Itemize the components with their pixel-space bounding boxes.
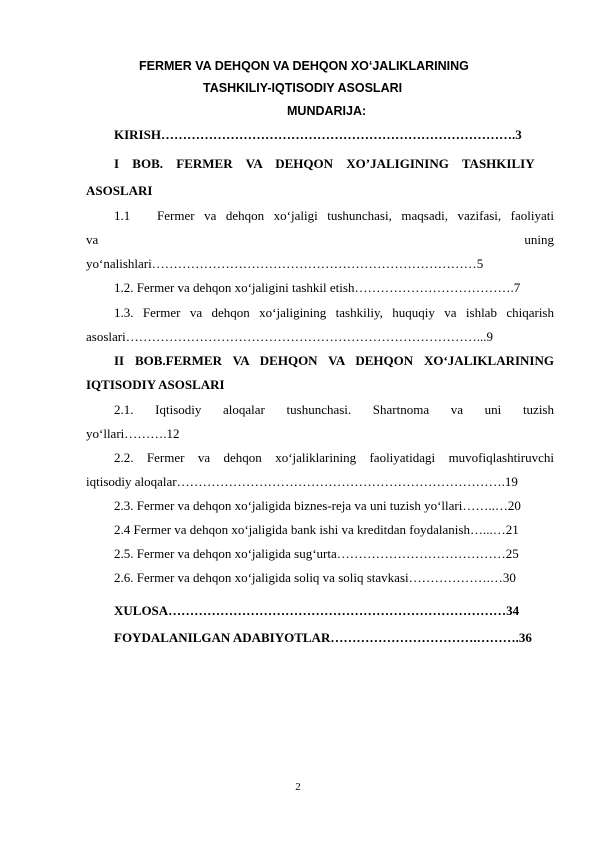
- title-line-1: FERMER VA DEHQON VA DEHQON XO‘JALIKLARINING: [139, 59, 469, 73]
- toc-section-1-1-number: 1.1: [114, 208, 131, 223]
- toc-section-1-1-line-3: yo‘nalishlari…………………………………………………………………5: [86, 256, 484, 271]
- toc-heading: MUNDARIJA:: [287, 104, 367, 118]
- toc-section-2-5: 2.5. Fermer va dehqon xo‘jaligida sug‘urta…………………………………25: [114, 546, 519, 561]
- toc-section-1-1-line-1: Fermer va dehqon xo‘jaligi tushunchasi, maqsadi, vazifasi, faoliyati: [157, 208, 554, 223]
- toc-section-1-3-line-2: asoslari………………………………………………………………………...9: [86, 329, 493, 344]
- toc-section-2-2-line-2: iqtisodiy aloqalar………………………………………………………………….19: [86, 474, 518, 489]
- toc-section-2-1-line-2: yo‘llari……….12: [86, 426, 180, 441]
- toc-entry-foydalanilgan-adabiyotlar: FOYDALANILGAN ADABIYOTLAR…………………………….……….36: [114, 630, 532, 645]
- toc-section-1-1-line-2: [86, 232, 554, 248]
- toc-chapter-2-line-2: IQTISODIY ASOSLARI: [86, 377, 225, 392]
- page-number: 2: [295, 781, 301, 793]
- toc-chapter-1-text: I BOB. FERMER VA DEHQON XO’JALIGINING TASHKILIY: [114, 156, 535, 171]
- toc-chapter-1-line-2: ASOSLARI: [86, 183, 153, 198]
- title-line-2: TASHKILIY-IQTISODIY ASOSLARI: [203, 81, 403, 95]
- toc-entry-xulosa: XULOSA……………………………………………………………………34: [114, 603, 520, 618]
- toc-section-2-4: 2.4 Fermer va dehqon xo‘jaligida bank ishi va kreditdan foydalanish…...…21: [114, 522, 519, 537]
- toc-chapter-2-line-1: II BOB.FERMER VA DEHQON VA DEHQON XO‘JALIKLARINING: [114, 353, 554, 368]
- toc-section-2-3: 2.3. Fermer va dehqon xo‘jaligida biznes-reja va uni tuzish yo‘llari……..…20: [114, 498, 521, 513]
- toc-entry-kirish: KIRISH……………………………………………………………………….3: [114, 127, 522, 142]
- toc-chapter-1-line-1: [114, 156, 554, 172]
- toc-section-1-1-word-va: va: [86, 232, 99, 247]
- toc-section-1-1-word-uning: uning: [524, 232, 554, 247]
- toc-section-2-2-line-1: 2.2. Fermer va dehqon xo‘jaliklarining faoliyatidagi muvofiqlashtiruvchi: [114, 450, 554, 465]
- toc-section-1-2: 1.2. Fermer va dehqon xo‘jaligini tashkil etish……………………………….7: [114, 280, 521, 295]
- toc-section-1-3-line-1: 1.3. Fermer va dehqon xo‘jaligining tashkiliy, huquqiy va ishlab chiqarish: [114, 305, 554, 320]
- toc-section-2-6: 2.6. Fermer va dehqon xo‘jaligida soliq va soliq stavkasi……………….…30: [114, 570, 516, 585]
- toc-section-2-1-line-1: 2.1. Iqtisodiy aloqalar tushunchasi. Shartnoma va uni tuzish: [114, 402, 554, 417]
